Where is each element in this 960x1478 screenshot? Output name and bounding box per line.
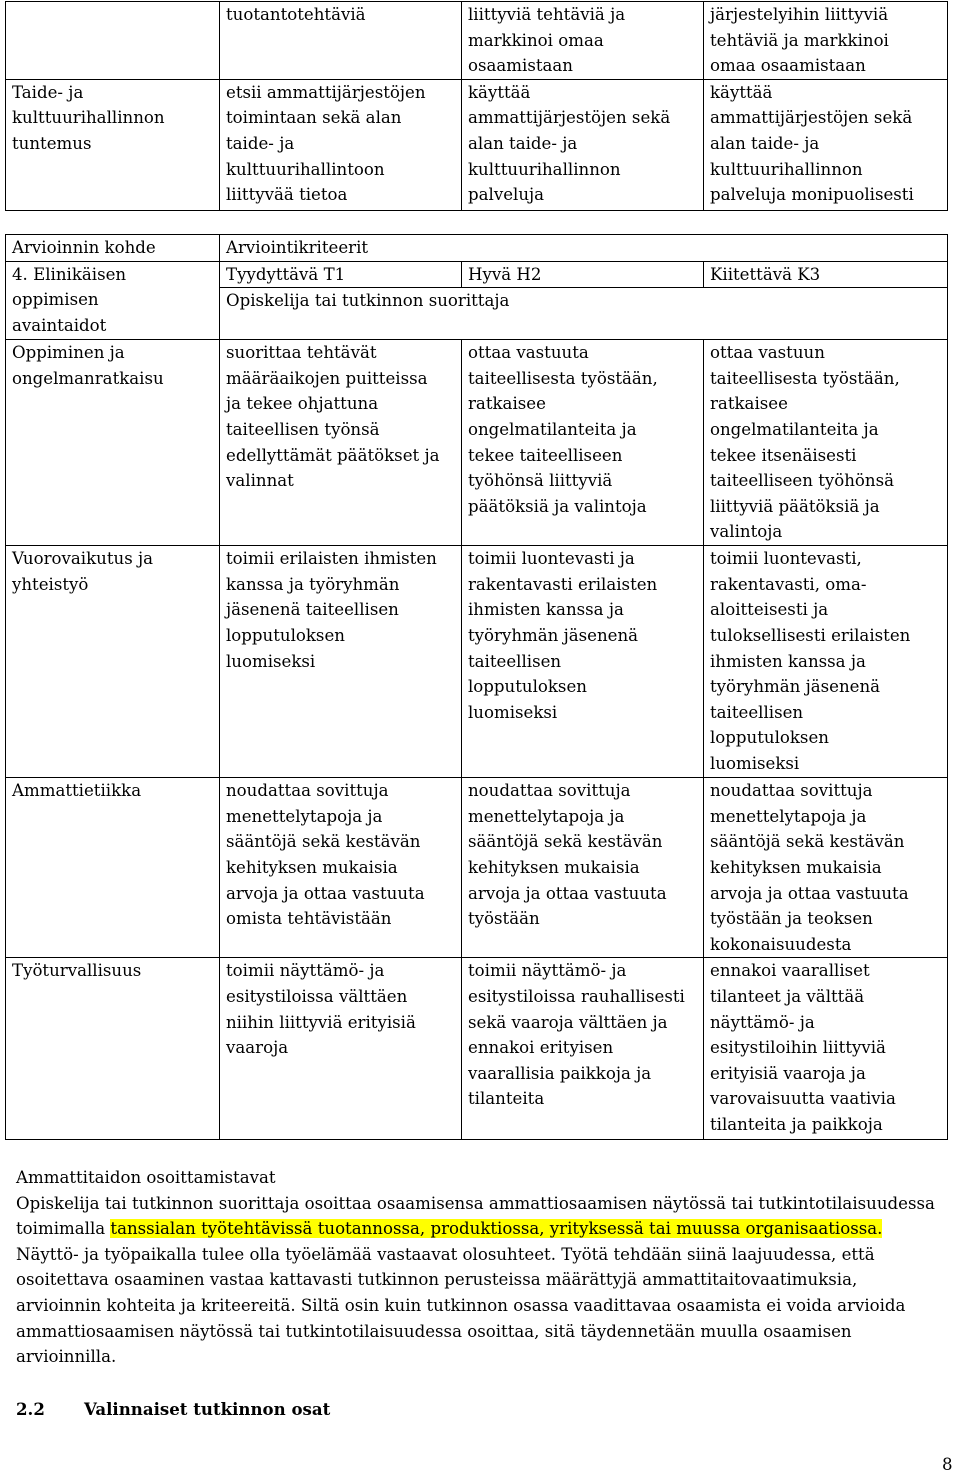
row-label: Oppiminen ja ongelmanratkaisu <box>6 340 220 546</box>
highlighted-text: tanssialan työtehtävissä tuotannossa, produktiossa, yrityksessä tai muussa organisaatiossa. <box>110 1219 883 1239</box>
criteria-k3-cell: järjestelyihin liittyviä tehtäviä ja markkinoi omaa osaamistaan <box>704 2 948 80</box>
grade-row <box>6 261 948 288</box>
criteria-t1-cell: toimii erilaisten ihmisten kanssa ja työryhmän jäsenenä taiteellisen lopputuloksen luomiseksi <box>220 546 462 778</box>
table-row <box>6 778 948 958</box>
criteria-k3-cell: käyttää ammattijärjestöjen sekä alan taide- ja kulttuurihallinnon palveluja monipuolisesti <box>704 79 948 210</box>
criteria-k3-cell: ennakoi vaaralliset tilanteet ja välttää näyttämö- ja esitystiloihin liittyviä erityisiä vaaroja ja varovaisuutta vaativia tilanteita ja paikkoja <box>704 958 948 1140</box>
criteria-h2-cell: noudattaa sovittuja menettelytapoja ja sääntöjä sekä kestävän kehityksen mukaisia arvoja ja ottaa vastuuta työstään <box>462 778 704 958</box>
target-title: 4. Elinikäisen oppimisen avaintaidot <box>6 261 220 340</box>
paragraph-text-start: Opiskelija tai tutkinnon suorittaja osoittaa osaamisensa ammattiosaamisen näytössä tai tutkintotilaisuudessa toimimalla <box>16 1193 935 1239</box>
table-row <box>6 79 948 210</box>
assessment-criteria-table <box>5 234 948 1140</box>
criteria-t1-cell: etsii ammattijärjestöjen toimintaan sekä alan taide- ja kulttuurihallintoon liittyvää tietoa <box>220 79 462 210</box>
row-label: Ammattietiikka <box>6 778 220 958</box>
table-row <box>6 958 948 1140</box>
section-heading <box>16 1397 330 1423</box>
demonstration-paragraph <box>16 1191 946 1370</box>
header-row <box>6 235 948 262</box>
paragraph-text-end: Näyttö- ja työpaikalla tulee olla työelämää vastaavat olosuhteet. Työtä tehdään siinä laajuudessa, että osoitettava osaaminen vastaa kattavasti tutkinnon perusteissa määrättyjä ammattitaitovaatimuksia, arvioinnin kohteita ja kriteereitä. Siltä osin kuin tutkinnon osassa vaadittavaa osaamista ei voida arvioida ammattiosaamisen näytössä tai tutkintotilaisuudessa osoittaa, sitä täydennetään muulla osaamisen arvioinnilla. <box>16 1244 906 1367</box>
table-row <box>6 340 948 546</box>
criteria-t1-cell: suorittaa tehtävät määräaikojen puitteissa ja tekee ohjattuna taiteellisen työnsä edellyttämät päätökset ja valinnat <box>220 340 462 546</box>
criteria-h2-cell: liittyviä tehtäviä ja markkinoi omaa osaamistaan <box>462 2 704 80</box>
section-number: 2.2 <box>16 1399 45 1419</box>
header-assessment-target: Arvioinnin kohde <box>6 235 220 262</box>
criteria-t1-cell: toimii näyttämö- ja esitystiloissa välttäen niihin liittyviä erityisiä vaaroja <box>220 958 462 1140</box>
page-number: 8 <box>942 1455 953 1474</box>
subject-cell: Opiskelija tai tutkinnon suorittaja <box>220 288 948 340</box>
demonstration-heading: Ammattitaidon osoittamistavat <box>16 1168 276 1187</box>
row-label: Työturvallisuus <box>6 958 220 1140</box>
table-row <box>6 2 948 80</box>
demonstration-section <box>16 1165 946 1370</box>
criteria-k3-cell: toimii luontevasti, rakentavasti, oma- aloitteisesti ja tuloksellisesti erilaisten ihmisten kanssa ja työryhmän jäsenenä taiteellisen lopputuloksen luomiseksi <box>704 546 948 778</box>
grade-k3: Kiitettävä K3 <box>704 261 948 288</box>
criteria-h2-cell: ottaa vastuuta taiteellisesta työstään, ratkaisee ongelmatilanteita ja tekee taiteelliseen työhönsä liittyviä päätöksiä ja valintoja <box>462 340 704 546</box>
row-label <box>6 2 220 80</box>
row-label: Taide- ja kulttuurihallinnon tuntemus <box>6 79 220 210</box>
section-title: Valinnaiset tutkinnon osat <box>84 1399 331 1419</box>
grade-t1: Tyydyttävä T1 <box>220 261 462 288</box>
criteria-k3-cell: noudattaa sovittuja menettelytapoja ja sääntöjä sekä kestävän kehityksen mukaisia arvoja ja ottaa vastuuta työstään ja teoksen kokonaisuudesta <box>704 778 948 958</box>
criteria-t1-cell: noudattaa sovittuja menettelytapoja ja sääntöjä sekä kestävän kehityksen mukaisia arvoja ja ottaa vastuuta omista tehtävistään <box>220 778 462 958</box>
row-label: Vuorovaikutus ja yhteistyö <box>6 546 220 778</box>
top-criteria-table <box>5 1 948 211</box>
table-row <box>6 546 948 778</box>
criteria-k3-cell: ottaa vastuun taiteellisesta työstään, ratkaisee ongelmatilanteita ja tekee itsenäisesti taiteelliseen työhönsä liittyviä päätöksiä ja valintoja <box>704 340 948 546</box>
grade-h2: Hyvä H2 <box>462 261 704 288</box>
criteria-t1-cell: tuotantotehtäviä <box>220 2 462 80</box>
criteria-h2-cell: toimii näyttämö- ja esitystiloissa rauhallisesti sekä vaaroja välttäen ja ennakoi erityisen vaarallisia paikkoja ja tilanteita <box>462 958 704 1140</box>
criteria-h2-cell: toimii luontevasti ja rakentavasti erilaisten ihmisten kanssa ja työryhmän jäsenenä taiteellisen lopputuloksen luomiseksi <box>462 546 704 778</box>
criteria-h2-cell: käyttää ammattijärjestöjen sekä alan taide- ja kulttuurihallinnon palveluja <box>462 79 704 210</box>
header-assessment-criteria: Arviointikriteerit <box>220 235 948 262</box>
